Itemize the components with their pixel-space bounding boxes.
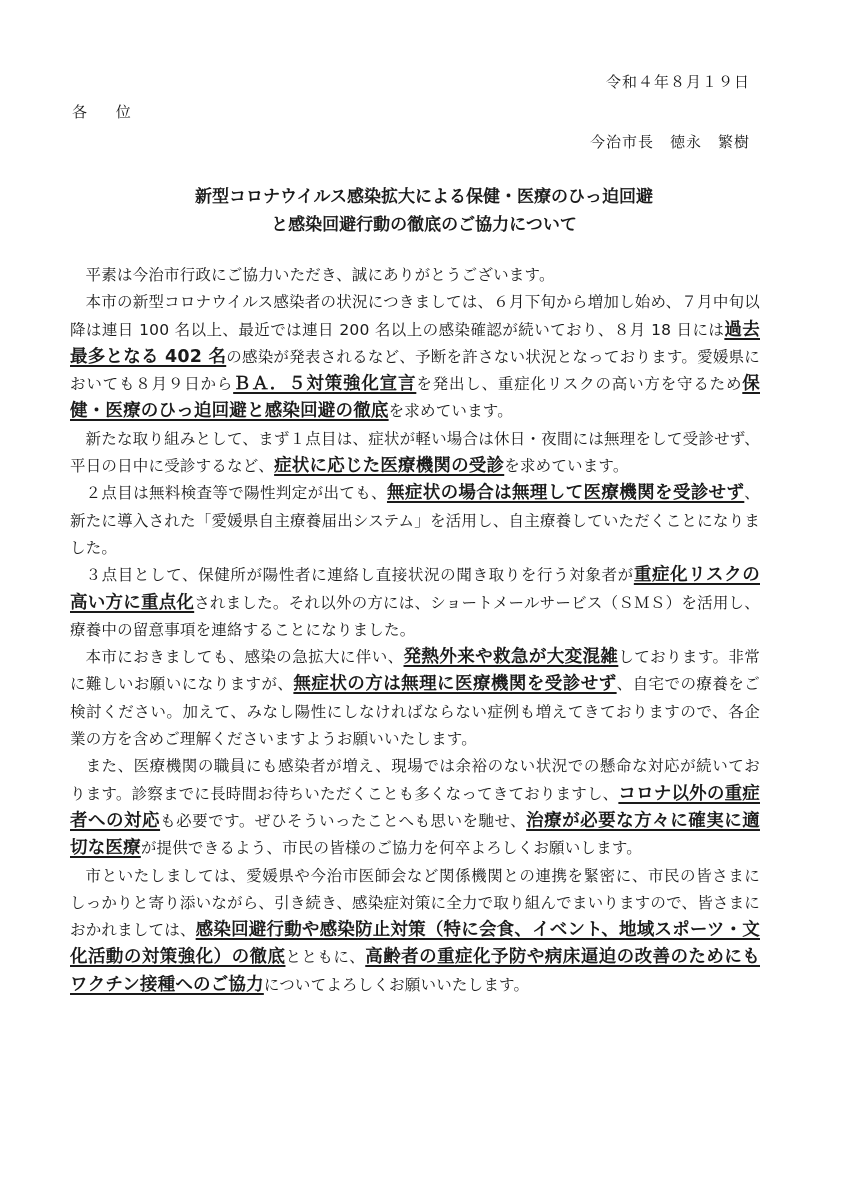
body-paragraph [70,426,760,481]
paragraph-text: 平素は今治市行政にご協力いただき、誠にありがとうございます。 [85,266,555,284]
paragraph-text: 市といたしましては、愛媛県や今治市医師会など関係機関との連携を緊密に、市民の皆さまにしっかりと寄り添いながら、引き続き、感染症対策に全力で取り組んでまいりますので、皆さまにおかれましては、 [70,866,760,940]
body-paragraph [70,480,760,562]
paragraph-text: とともに、 [285,948,366,967]
emphasized-text: 過去最多となる 402 名 [70,319,760,367]
paragraph-text: 新たな取り組みとして、まず１点目は、症状が軽い場合は休日・夜間には無理をして受診せず、平日の日中に受診するなど、 [70,429,760,476]
emphasized-text: 無症状の方は無理に医療機関を受診せず [293,674,617,695]
body-paragraph [70,289,760,425]
paragraph-text: 、新たに導入された「愛媛県自主療養届出システム」を活用し、自主療養していただくことになりました。 [70,484,760,557]
paragraph-text: の感染が発表されるなど、予断を許さない状況となっております。愛媛県においても８月９日から [70,347,761,394]
body-paragraph [70,262,760,289]
paragraph-text: 本市におきましても、感染の急拡大に伴い、 [85,648,404,667]
sender-name: 今治市長 徳永 繁樹 [589,133,750,151]
emphasized-text: コロナ以外の重症者への対応 [70,783,760,831]
title-line-1: 新型コロナウイルス感染拡大による保健・医療のひっ迫回避 [195,187,653,207]
emphasized-text: 無症状の場合は無理して医療機関を受診せず [386,483,745,504]
paragraph-text: ３点目として、保健所が陽性者に連絡し直接状況の聞き取りを行う対象者が [85,566,634,585]
emphasized-text: 治療が必要な方々に確実に適切な医療 [70,810,760,859]
emphasized-text: 発熱外来や救急が大変混雑 [403,647,619,668]
paragraph-text: 、自宅での療養をご検討ください。加えて、みなし陽性にしなければならない症例も増えてきておりますので、各企業の方を含めご理解くださいますようお願いいたします。 [70,675,760,749]
paragraph-text: ２点目は無料検査等で陽性判定が出ても、 [85,484,387,503]
paragraph-text: されました。それ以外の方には、ショートメールサービス（ＳＭＳ）を活用し、療養中の留意事項を連絡することになりました。 [70,593,760,639]
paragraph-text: が提供できるよう、市民の皆様のご協力を何卒よろしくお願いします。 [140,839,642,858]
emphasized-text: 高齢者の重症化予防や病床逼迫の改善のためにもワクチン接種へのご協力 [70,947,760,995]
paragraph-text: を求めています。 [504,457,629,476]
emphasized-text: 感染回避行動や感染防止対策（特に会食、イベント、地域スポーツ・文化活動の対策強化）の徹底 [70,920,760,968]
document-title [0,183,848,239]
emphasized-text: 重症化リスクの高い方に重点化 [70,565,760,613]
body-paragraph [70,644,760,753]
emphasized-text: ＢＡ．５対策強化宣言 [233,374,417,395]
paragraph-text: を発出し、重症化リスクの高い方を守るため [416,375,743,394]
body-paragraph [70,753,760,862]
title-line-2: と感染回避行動の徹底のご協力について [271,215,577,235]
paragraph-text: も必要です。ぜひそういったことへも思いを馳せ、 [160,811,527,830]
addressee: 各 位 [72,103,143,121]
paragraph-text: を求めています。 [388,402,513,421]
emphasized-text: 症状に応じた医療機関の受診 [274,456,505,477]
emphasized-text: 保健・医療のひっ迫回避と感染回避の徹底 [70,374,760,422]
document-body [70,262,760,999]
body-paragraph [70,562,760,644]
body-paragraph [70,863,760,999]
document-date: 令和４年８月１９日 [605,73,750,91]
paragraph-text: 本市の新型コロナウイルス感染者の状況につきましては、６月下旬から増加し始め、７月中旬以降は連日 100 名以上、最近では連日 200 名以上の感染確認が続いており、８月 18 日には [70,293,760,339]
paragraph-text: また、医療機関の職員にも感染者が増え、現場では余裕のない状況での懸命な対応が続いております。診察までに長時間お待ちいただくことも多くなってきておりますし、 [70,757,760,803]
paragraph-text: しております。非常に難しいお願いになりますが、 [70,648,760,694]
paragraph-text: についてよろしくお願いいたします。 [263,975,530,994]
